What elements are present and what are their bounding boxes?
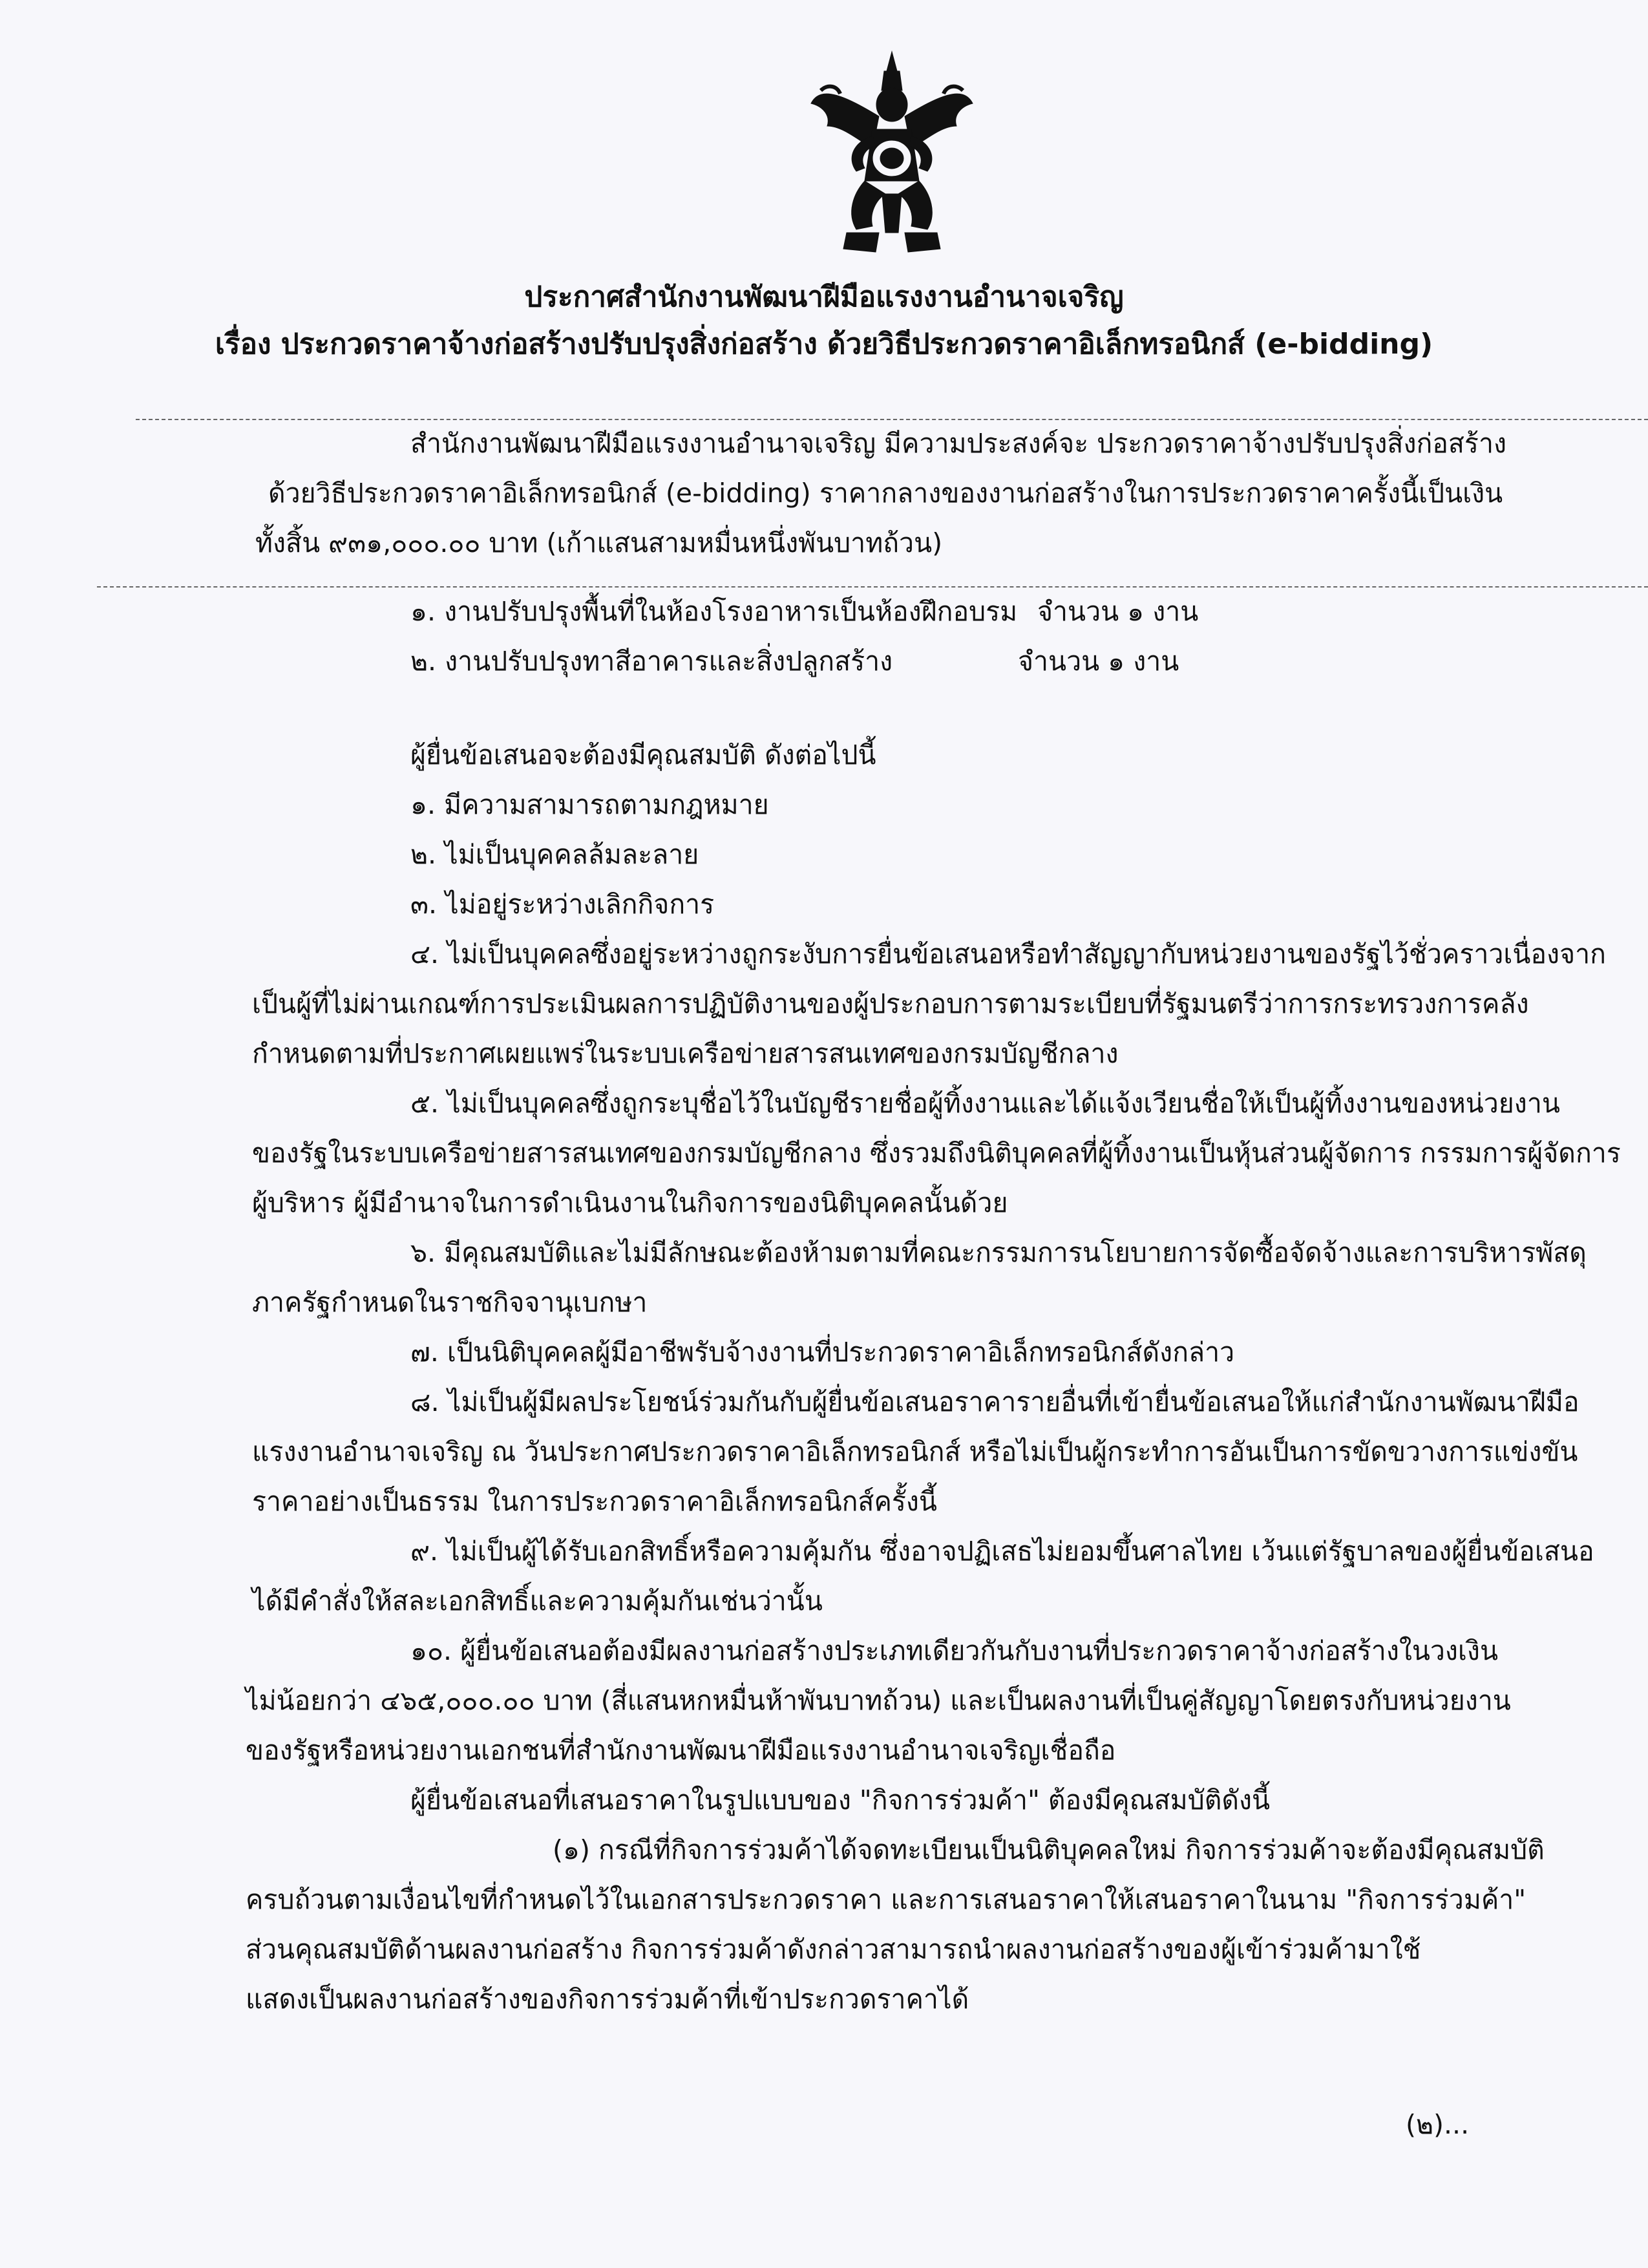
- qualification-item: ๖. มีคุณสมบัติและไม่มีลักษณะต้องห้ามตามที่คณะกรรมการนโยบายการจัดซื้อจัดจ้างและการบริหารพัสดุ: [410, 1237, 1587, 1268]
- intro-line: ทั้งสิ้น ๙๓๑,๐๐๐.๐๐ บาท (เก้าแสนสามหมื่นหนึ่งพันบาทถ้วน): [255, 527, 943, 558]
- work-item-quantity: จำนวน ๑ งาน: [1018, 646, 1179, 677]
- qualification-item: ๒. ไม่เป็นบุคคลล้มละลาย: [410, 839, 699, 870]
- section-divider: [97, 586, 1648, 588]
- intro-line: ด้วยวิธีประกวดราคาอิเล็กทรอนิกส์ (e-bidding) ราคากลางของงานก่อสร้างในการประกวดราคาครั้งนี้เป็นเงิน: [268, 478, 1503, 509]
- qualification-item: ๕. ไม่เป็นบุคคลซึ่งถูกระบุชื่อไว้ในบัญชีรายชื่อผู้ทิ้งงานและได้แจ้งเวียนชื่อให้เป็นผู้ทิ้งงานของหน่วยงาน: [410, 1088, 1560, 1119]
- qualification-item: ๙. ไม่เป็นผู้ได้รับเอกสิทธิ์หรือความคุ้มกัน ซึ่งอาจปฏิเสธไม่ยอมขึ้นศาลไทย เว้นแต่รัฐบาลของผู้ยื่นข้อเสนอ: [410, 1536, 1594, 1567]
- work-item-name: ๑. งานปรับปรุงพื้นที่ในห้องโรงอาหารเป็นห้องฝึกอบรม: [410, 596, 1018, 627]
- qualification-continued: กำหนดตามที่ประกาศเผยแพร่ในระบบเครือข่ายสารสนเทศของกรมบัญชีกลาง: [252, 1038, 1119, 1069]
- announcement-subject: เรื่อง ประกวดราคาจ้างก่อสร้างปรับปรุงสิ่งก่อสร้าง ด้วยวิธีประกวดราคาอิเล็กทรอนิกส์ (e-bidding): [215, 328, 1433, 361]
- announcement-title: ประกาศสำนักงานพัฒนาฝีมือแรงงานอำนาจเจริญ: [524, 281, 1124, 313]
- joint-venture-heading: ผู้ยื่นข้อเสนอที่เสนอราคาในรูปแบบของ "กิจการร่วมค้า" ต้องมีคุณสมบัติดังนี้: [410, 1785, 1271, 1816]
- qualification-item: ๑๐. ผู้ยื่นข้อเสนอต้องมีผลงานก่อสร้างประเภทเดียวกันกับงานที่ประกวดราคาจ้างก่อสร้างในวงเงิน: [410, 1635, 1498, 1666]
- intro-line: สำนักงานพัฒนาฝีมือแรงงานอำนาจเจริญ มีความประสงค์จะ ประกวดราคาจ้างปรับปรุงสิ่งก่อสร้าง: [410, 428, 1506, 459]
- joint-venture-item: (๑) กรณีที่กิจการร่วมค้าได้จดทะเบียนเป็นนิติบุคคลใหม่ กิจการร่วมค้าจะต้องมีคุณสมบัติ: [553, 1834, 1545, 1865]
- qualification-continued: แรงงานอำนาจเจริญ ณ วันประกาศประกวดราคาอิเล็กทรอนิกส์ หรือไม่เป็นผู้กระทำการอันเป็นการขัดขวางการแข่งขัน: [252, 1436, 1578, 1467]
- joint-venture-continued: แสดงเป็นผลงานก่อสร้างของกิจการร่วมค้าที่เข้าประกวดราคาได้: [246, 1984, 969, 2015]
- joint-venture-continued: ส่วนคุณสมบัติด้านผลงานก่อสร้าง กิจการร่วมค้าดังกล่าวสามารถนำผลงานก่อสร้างของผู้เข้าร่วมค้ามาใช้: [246, 1934, 1421, 1965]
- qualification-continued: ได้มีคำสั่งให้สละเอกสิทธิ์และความคุ้มกันเช่นว่านั้น: [252, 1585, 823, 1616]
- qualification-continued: ไม่น้อยกว่า ๔๖๕,๐๐๐.๐๐ บาท (สี่แสนหกหมื่นห้าพันบาทถ้วน) และเป็นผลงานที่เป็นคู่สัญญาโดยตรงกับหน่วยงาน: [246, 1685, 1511, 1716]
- qualification-item: ๓. ไม่อยู่ระหว่างเลิกกิจการ: [410, 889, 715, 920]
- qualification-continued: ภาครัฐกำหนดในราชกิจจานุเบกษา: [252, 1287, 648, 1318]
- work-item-name: ๒. งานปรับปรุงทาสีอาคารและสิ่งปลูกสร้าง: [410, 646, 893, 677]
- qualification-continued: ราคาอย่างเป็นธรรม ในการประกวดราคาอิเล็กทรอนิกส์ครั้งนี้: [252, 1486, 937, 1517]
- qualification-item: ๑. มีความสามารถตามกฎหมาย: [410, 789, 769, 820]
- garuda-emblem-icon: [808, 45, 976, 259]
- qualification-continued: เป็นผู้ที่ไม่ผ่านเกณฑ์การประเมินผลการปฏิบัติงานของผู้ประกอบการตามระเบียบที่รัฐมนตรีว่าการกระทรวงการคลัง: [252, 988, 1529, 1019]
- qualification-item: ๔. ไม่เป็นบุคคลซึ่งอยู่ระหว่างถูกระงับการยื่นข้อเสนอหรือทำสัญญากับหน่วยงานของรัฐไว้ชั่วคราวเนื่องจาก: [410, 938, 1606, 970]
- qualifications-heading: ผู้ยื่นข้อเสนอจะต้องมีคุณสมบัติ ดังต่อไปนี้: [410, 739, 876, 770]
- joint-venture-continued: ครบถ้วนตามเงื่อนไขที่กำหนดไว้ในเอกสารประกวดราคา และการเสนอราคาให้เสนอราคาในนาม "กิจการร่วมค้า": [246, 1884, 1527, 1915]
- qualification-continued: ของรัฐหรือหน่วยงานเอกชนที่สำนักงานพัฒนาฝีมือแรงงานอำนาจเจริญเชื่อถือ: [246, 1735, 1116, 1766]
- next-page-marker: (๒)...: [1406, 2109, 1470, 2140]
- qualification-item: ๗. เป็นนิติบุคคลผู้มีอาชีพรับจ้างงานที่ประกวดราคาอิเล็กทรอนิกส์ดังกล่าว: [410, 1337, 1235, 1368]
- qualification-item: ๘. ไม่เป็นผู้มีผลประโยชน์ร่วมกันกับผู้ยื่นข้อเสนอราคารายอื่นที่เข้ายื่นข้อเสนอให้แก่สำนักงานพัฒนาฝีมือ: [410, 1386, 1579, 1417]
- header-divider: [136, 419, 1648, 420]
- work-item-quantity: จำนวน ๑ งาน: [1037, 596, 1199, 627]
- qualification-continued: ของรัฐในระบบเครือข่ายสารสนเทศของกรมบัญชีกลาง ซึ่งรวมถึงนิติบุคคลที่ผู้ทิ้งงานเป็นหุ้นส่วนผู้จัดการ กรรมการผู้จัดการ: [252, 1138, 1621, 1169]
- qualification-continued: ผู้บริหาร ผู้มีอำนาจในการดำเนินงานในกิจการของนิติบุคคลนั้นด้วย: [252, 1187, 1008, 1218]
